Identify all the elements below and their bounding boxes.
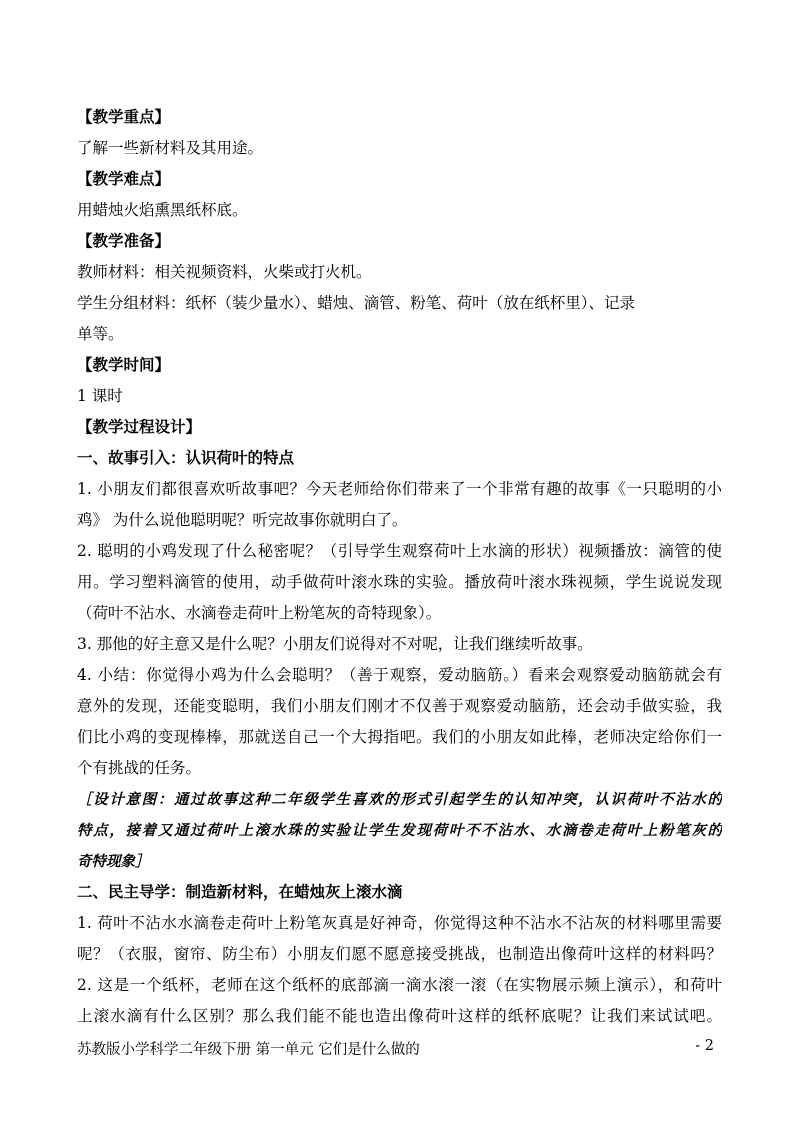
heading-time: 【教学时间】 [77,356,171,374]
paragraph-line: 个有挑战的任务。 [77,759,202,777]
prep-teacher-text: 教师材料：相关视频资料，火柴或打火机。 [77,263,372,281]
paragraph-line: 4. 小结：你觉得小鸡为什么会聪明？（善于观察，爱动脑筋。）看来会观察爱动脑筋就会有 [77,666,722,684]
section-one-title: 一、故事引入：认识荷叶的特点 [77,449,295,467]
heading-preparation: 【教学准备】 [77,232,171,250]
design-intent-line: 奇特现象］ [77,853,150,870]
heading-process: 【教学过程设计】 [77,418,202,436]
paragraph-line: 们比小鸡的变现棒棒，那就送自己一个大拇指吧。我们的小朋友如此棒，老师决定给你们一 [77,728,722,746]
difficulty-text: 用蜡烛火焰熏黑纸杯底。 [77,201,248,219]
paragraph-line: 用。学习塑料滴管的使用，动手做荷叶滚水珠的实验。播放荷叶滚水珠视频，学生说说发现 [77,573,722,591]
prep-student-text: 单等。 [77,325,124,343]
paragraph-line: 意外的发现，还能变聪明，我们小朋友们刚才不仅善于观察爱动脑筋，还会动手做实验，我 [77,697,722,715]
paragraph-line: 上滚水滴有什么区别？那么我们能不能也造出像荷叶这样的纸杯底呢？让我们来试试吧。 [77,1007,722,1025]
paragraph-line: 鸡》 为什么说他聪明呢？听完故事你就明白了。 [77,511,408,529]
paragraph-line: 2. 聪明的小鸡发现了什么秘密呢？（引导学生观察荷叶上水滴的形状）视频播放：滴管的使 [77,542,722,560]
heading-difficulty: 【教学难点】 [77,170,171,188]
paragraph-line: 2. 这是一个纸杯，老师在这个纸杯的底部滴一滴水滚一滚（在实物展示频上演示），和荷叶 [77,976,722,994]
document-body [77,102,722,1032]
paragraph-line: 1. 荷叶不沾水水滴卷走荷叶上粉笔灰真是好神奇，你觉得这种不沾水不沾灰的材料哪里需要 [77,914,722,932]
heading-key-points: 【教学重点】 [77,108,171,126]
design-intent-line: ［设计意图：通过故事这种二年级学生喜欢的形式引起学生的认知冲突，认识荷叶不沾水的 [77,791,722,808]
design-intent-line: 特点，接着又通过荷叶上滚水珠的实验让学生发现荷叶不不沾水、水滴卷走荷叶上粉笔灰的 [77,822,722,839]
paragraph-line: 3. 那他的好主意又是什么呢？小朋友们说得对不对呢，让我们继续听故事。 [77,635,593,653]
prep-student-text: 学生分组材料：纸杯（装少量水）、蜡烛、滴管、粉笔、荷叶（放在纸杯里）、记录 [77,294,636,312]
page-number: - 2 [695,1038,714,1054]
footer-book-title: 苏教版小学科学二年级下册 第一单元 它们是什么做的 [77,1042,420,1058]
paragraph-line: 呢？（衣服，窗帘、防尘布）小朋友们愿不愿意接受挑战，也制造出像荷叶这样的材料吗？ [77,945,722,963]
section-two-title: 二、民主导学：制造新材料，在蜡烛灰上滚水滴 [77,883,403,901]
paragraph-line: 1. 小朋友们都很喜欢听故事吧？今天老师给你们带来了一个非常有趣的故事《一只聪明的小 [77,480,722,498]
paragraph-line: （荷叶不沾水、水滴卷走荷叶上粉笔灰的奇特现象）。 [77,604,442,622]
key-points-text: 了解一些新材料及其用途。 [77,139,264,157]
time-text: 1 课时 [77,387,123,405]
